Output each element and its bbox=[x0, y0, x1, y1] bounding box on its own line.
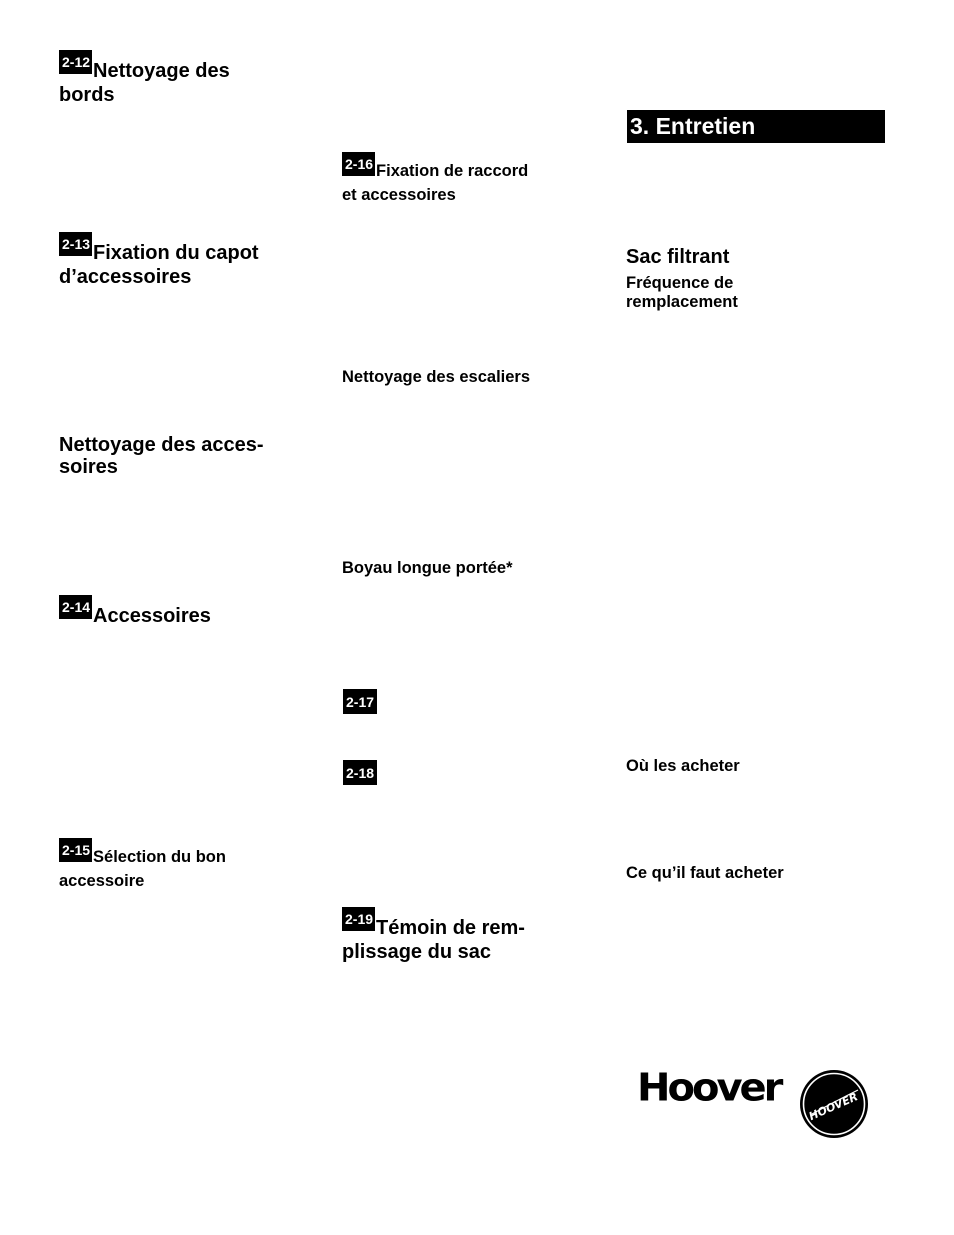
stairs-cleaning-heading: Nettoyage des escaliers bbox=[342, 368, 531, 386]
heading-line: d’accessoires bbox=[59, 266, 192, 288]
heading-line: Témoin de rem- bbox=[376, 917, 525, 939]
heading-line: Fixation de raccord bbox=[376, 162, 529, 180]
long-hose-heading: Boyau longue portée* bbox=[342, 559, 513, 577]
heading-line: Nettoyage des acces- bbox=[59, 434, 264, 456]
section-2-18-heading bbox=[343, 760, 378, 785]
hoover-wordmark-logo: Hoover bbox=[637, 1066, 781, 1110]
section-2-15-heading bbox=[59, 842, 226, 891]
accessory-cleaning-heading bbox=[59, 434, 264, 478]
section-number-badge: 2-13 bbox=[59, 232, 92, 256]
section-2-12-heading bbox=[59, 54, 230, 106]
section-number-badge: 2-19 bbox=[342, 907, 375, 931]
replacement-frequency-heading bbox=[626, 274, 738, 312]
section-2-19-heading bbox=[342, 911, 525, 963]
section-number-badge: 2-16 bbox=[342, 152, 375, 176]
section-number-badge: 2-18 bbox=[343, 760, 377, 785]
heading-line: Fréquence de bbox=[626, 274, 734, 292]
section-2-13-heading bbox=[59, 236, 259, 288]
chapter-title-banner: 3. Entretien bbox=[627, 110, 885, 143]
section-number-badge: 2-14 bbox=[59, 595, 92, 619]
section-2-17-heading bbox=[343, 689, 378, 714]
heading-line: bords bbox=[59, 84, 115, 106]
section-number-badge: 2-15 bbox=[59, 838, 92, 862]
filter-bag-heading: Sac filtrant bbox=[626, 246, 730, 268]
heading-line: Nettoyage des bbox=[93, 60, 230, 82]
what-to-buy-heading: Ce qu’il faut acheter bbox=[626, 864, 784, 882]
heading-line: Accessoires bbox=[93, 605, 211, 627]
heading-line: Fixation du capot bbox=[93, 242, 259, 264]
heading-line: remplacement bbox=[626, 293, 738, 311]
section-2-14-heading bbox=[59, 599, 211, 629]
heading-line: accessoire bbox=[59, 872, 145, 890]
heading-line: plissage du sac bbox=[342, 941, 491, 963]
where-to-buy-heading: Où les acheter bbox=[626, 757, 740, 775]
heading-line: soires bbox=[59, 456, 118, 478]
hoover-seal-logo bbox=[798, 1068, 870, 1140]
section-number-badge: 2-17 bbox=[343, 689, 377, 714]
heading-line: Sélection du bon bbox=[93, 848, 226, 866]
seal-text: HOOVER bbox=[806, 1090, 860, 1124]
section-2-16-heading bbox=[342, 156, 529, 205]
heading-line: et accessoires bbox=[342, 186, 456, 204]
section-number-badge: 2-12 bbox=[59, 50, 92, 74]
